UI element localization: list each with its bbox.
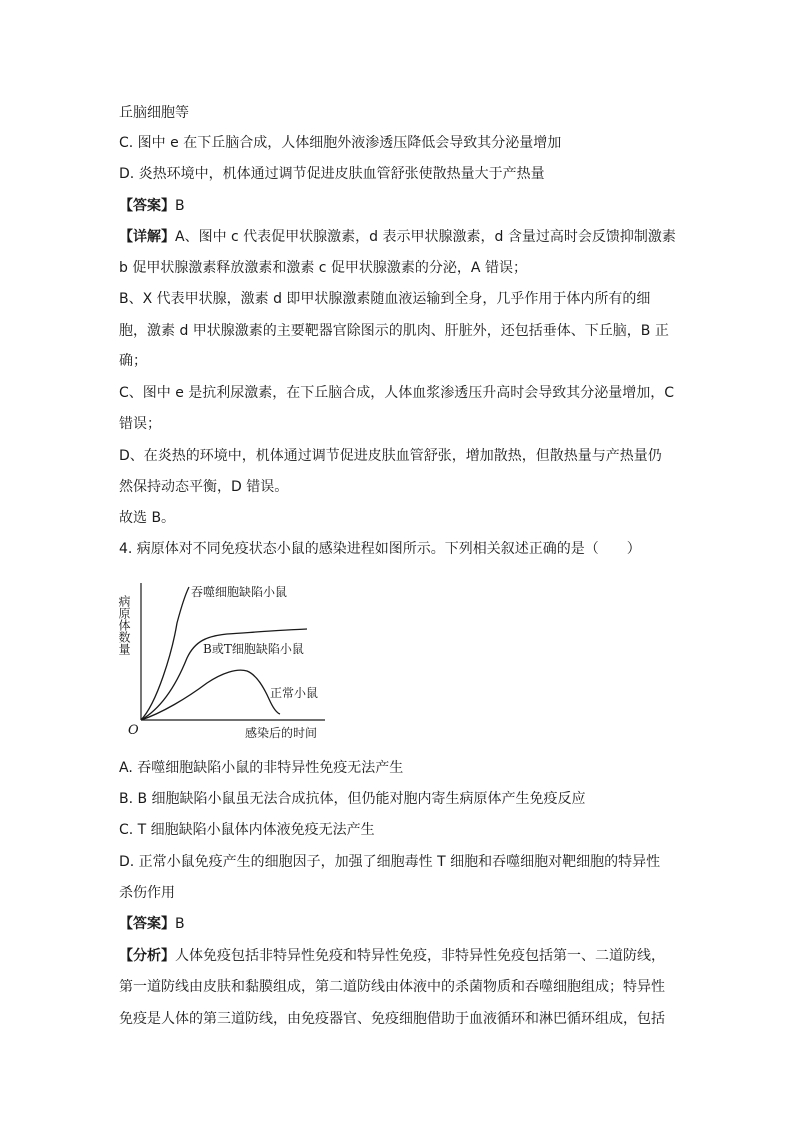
line-text: 胞，激素 d 甲状腺激素的主要靶器官除图示的肌肉、肝脏外，还包括垂体、下丘脑，B 正 bbox=[119, 323, 669, 339]
line-text: 免疫是人体的第三道防线，由免疫器官、免疫细胞借助于血液循环和淋巴循环组成，包括 bbox=[119, 1011, 665, 1027]
line-text: B bbox=[175, 916, 185, 932]
text-line bbox=[119, 508, 175, 528]
text-line bbox=[119, 883, 175, 903]
x-axis-label: 感染后的时间 bbox=[245, 726, 318, 740]
section-label: 【答案】 bbox=[119, 198, 175, 214]
text-line bbox=[119, 539, 641, 559]
line-text: 人体免疫包括非特异性免疫和特异性免疫，非特异性免疫包括第一、二道防线， bbox=[175, 948, 665, 964]
text-line bbox=[119, 758, 403, 778]
text-line bbox=[119, 133, 561, 153]
line-text: A、图中 c 代表促甲状腺激素，d 表示甲状腺激素，d 含量过高时会反馈抑制激素 bbox=[175, 229, 676, 245]
text-line bbox=[119, 196, 185, 216]
text-line bbox=[119, 477, 288, 497]
text-line bbox=[119, 164, 545, 184]
text-line bbox=[119, 227, 676, 247]
line-text: D、在炎热的环境中，机体通过调节促进皮肤血管舒张，增加散热，但散热量与产热量仍 bbox=[119, 448, 662, 464]
text-line bbox=[119, 1009, 665, 1029]
text-line bbox=[119, 946, 665, 966]
line-text: B、X 代表甲状腺，激素 d 即甲状腺激素随血液运输到全身，几乎作用于体内所有的细 bbox=[119, 291, 651, 307]
line-text: 第一道防线由皮肤和黏膜组成，第二道防线由体液中的杀菌物质和吞噬细胞组成；特异性 bbox=[119, 979, 665, 995]
line-text: D. 正常小鼠免疫产生的细胞因子，加强了细胞毒性 T 细胞和吞噬细胞对靶细胞的特异性 bbox=[119, 854, 661, 870]
origin-label: O bbox=[128, 723, 139, 738]
text-line bbox=[119, 321, 669, 341]
text-line bbox=[119, 103, 189, 123]
line-text: C. 图中 e 在下丘脑合成，人体细胞外液渗透压降低会导致其分泌量增加 bbox=[119, 135, 562, 151]
curve-label-bt: B或T细胞缺陷小鼠 bbox=[203, 642, 304, 656]
text-line bbox=[119, 258, 527, 278]
line-text: 然保持动态平衡，D 错误。 bbox=[119, 479, 289, 495]
text-line bbox=[119, 446, 662, 466]
line-text: 4. 病原体对不同免疫状态小鼠的感染进程如图所示。下列相关叙述正确的是（ ） bbox=[119, 541, 641, 557]
text-line bbox=[119, 414, 161, 434]
line-text: C. T 细胞缺陷小鼠体内体液免疫无法产生 bbox=[119, 822, 375, 838]
text-line bbox=[119, 383, 674, 403]
line-text: B bbox=[175, 198, 185, 214]
text-line bbox=[119, 289, 650, 309]
curve-label-phagocyte: 吞噬细胞缺陷小鼠 bbox=[191, 585, 288, 599]
line-text: A. 吞噬细胞缺陷小鼠的非特异性免疫无法产生 bbox=[119, 760, 404, 776]
text-line bbox=[119, 977, 665, 997]
line-text: 丘脑细胞等 bbox=[119, 105, 189, 121]
curve-normal bbox=[141, 670, 280, 720]
y-axis-label: 病原体数量 bbox=[117, 595, 131, 655]
curve-label-normal: 正常小鼠 bbox=[270, 686, 319, 700]
text-line bbox=[119, 852, 660, 872]
infection-figure bbox=[117, 573, 332, 745]
section-label: 【分析】 bbox=[119, 948, 175, 964]
line-text: b 促甲状腺激素释放激素和激素 c 促甲状腺激素的分泌，A 错误； bbox=[119, 260, 527, 276]
text-line bbox=[119, 789, 586, 809]
section-label: 【答案】 bbox=[119, 916, 175, 932]
line-text: C、图中 e 是抗利尿激素，在下丘脑合成，人体血浆渗透压升高时会导致其分泌量增加，C bbox=[119, 385, 675, 401]
line-text: 错误； bbox=[119, 416, 161, 432]
text-line bbox=[119, 351, 147, 371]
line-text: B. B 细胞缺陷小鼠虽无法合成抗体，但仍能对胞内寄生病原体产生免疫反应 bbox=[119, 791, 586, 807]
line-text: 杀伤作用 bbox=[119, 885, 175, 901]
line-text: D. 炎热环境中，机体通过调节促进皮肤血管舒张使散热量大于产热量 bbox=[119, 166, 545, 182]
line-text: 故选 B。 bbox=[119, 510, 176, 526]
line-text: 确； bbox=[119, 353, 147, 369]
text-line bbox=[119, 820, 375, 840]
text-line bbox=[119, 914, 185, 934]
section-label: 【详解】 bbox=[119, 229, 175, 245]
